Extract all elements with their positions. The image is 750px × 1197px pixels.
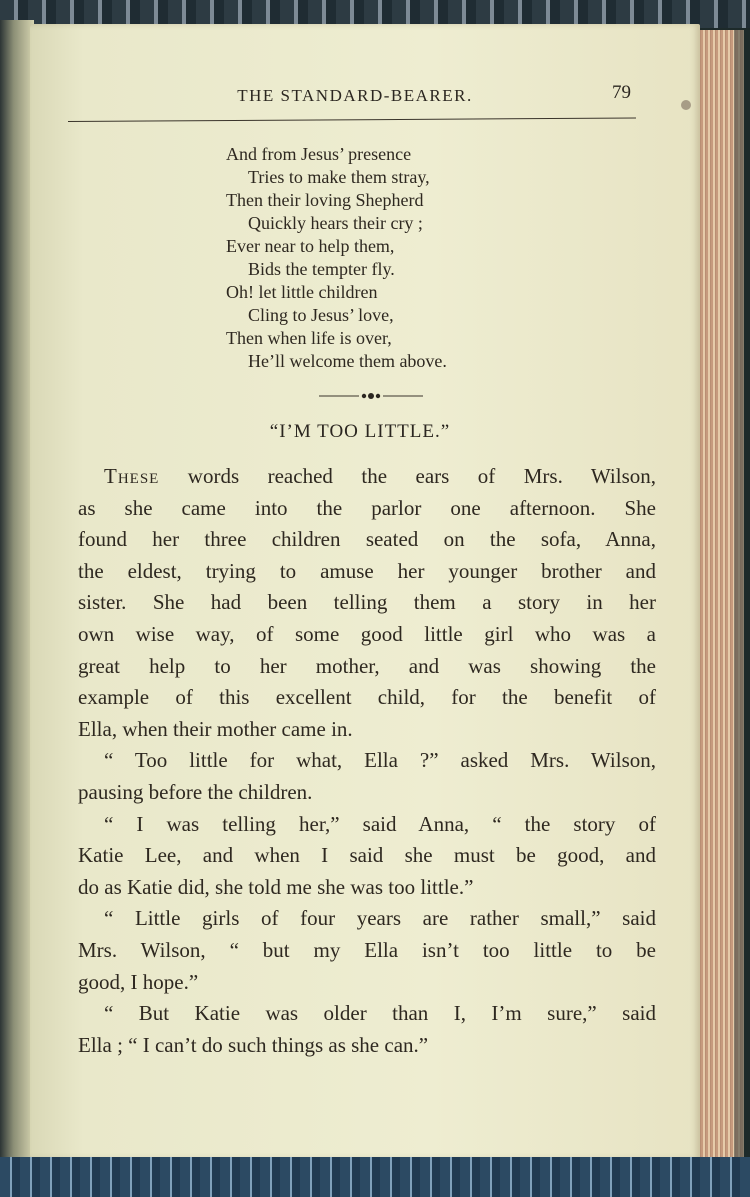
- story-line: Katie Lee, and when I said she must be good, and: [78, 843, 656, 868]
- story-line: the eldest, trying to amuse her younger brother and: [78, 558, 656, 583]
- poem-stanza: [226, 143, 546, 373]
- story-line: Ella, when their mother came in.: [78, 716, 353, 741]
- story-line: [78, 461, 656, 493]
- story-line: great help to her mother, and was showing the: [78, 653, 656, 678]
- poem-line: Tries to make them stray,: [248, 167, 430, 187]
- story-line: own wise way, of some good little girl who was a: [78, 621, 656, 646]
- page-number: 79: [612, 82, 631, 103]
- story-line: “ Little girls of four years are rather small,” said: [104, 906, 656, 931]
- poem-line: Ever near to help them,: [226, 236, 395, 256]
- poem-line: Then their loving Shepherd: [226, 190, 424, 210]
- opening-word: These: [104, 464, 160, 488]
- poem-line: Bids the tempter fly.: [248, 259, 395, 279]
- story-line: good, I hope.”: [78, 969, 199, 994]
- poem-line: He’ll welcome them above.: [248, 351, 447, 371]
- paper-spot: [681, 100, 691, 110]
- story-line: as she came into the parlor one afternoon. She: [78, 495, 656, 520]
- poem-line: Cling to Jesus’ love,: [248, 305, 394, 325]
- story-line-text: words reached the ears of Mrs. Wilson,: [159, 464, 656, 488]
- story-body: [78, 461, 656, 1061]
- story-line: Mrs. Wilson, “ but my Ella isn’t too little to be: [78, 937, 656, 962]
- section-ornament: [319, 389, 423, 403]
- story-line: pausing before the children.: [78, 779, 313, 804]
- poem-line: Quickly hears their cry ;: [248, 213, 423, 233]
- story-title: “I’M TOO LITTLE.”: [269, 421, 451, 442]
- story-line: “ I was telling her,” said Anna, “ the story of: [104, 811, 656, 836]
- story-line: “ But Katie was older than I, I’m sure,” said: [104, 1001, 656, 1026]
- page-fore-edge: [696, 30, 744, 1160]
- book-gutter-edge: [0, 20, 34, 1160]
- poem-line: Then when life is over,: [226, 328, 392, 348]
- running-head: THE STANDARD-BEARER.: [237, 86, 473, 105]
- story-line: sister. She had been telling them a story in her: [78, 590, 656, 615]
- poem-line: And from Jesus’ presence: [226, 144, 412, 164]
- poem-line: Oh! let little children: [226, 282, 378, 302]
- story-line: “ Too little for what, Ella ?” asked Mrs. Wilson,: [104, 748, 656, 773]
- story-line: do as Katie did, she told me she was too little.”: [78, 874, 474, 899]
- story-line: found her three children seated on the sofa, Anna,: [78, 527, 656, 552]
- book-cover-bottom-strip: [0, 1157, 750, 1197]
- story-line: Ella ; “ I can’t do such things as she can.”: [78, 1032, 429, 1057]
- story-line: example of this excellent child, for the benefit of: [78, 685, 656, 710]
